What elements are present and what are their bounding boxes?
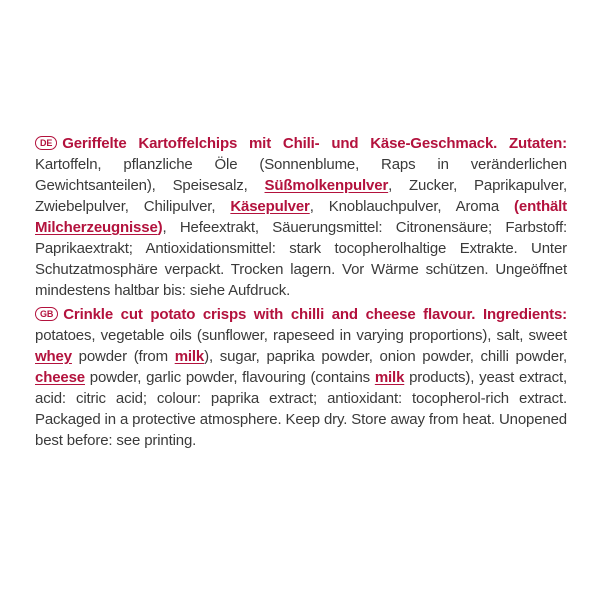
german-text-part: , Hefeextrakt, Säuerungsmittel: Citronensäure; Farbstoff: Paprikaextrakt; Antioxidationsmittel: stark tocopherolhaltige Extrakte. Unter Schutzatmosphäre verpackt. Trocken lagern. Vor Wärme schützen. Ungeöffnet mindestens haltbar bis: siehe Aufdruck. — [35, 219, 567, 299]
allergen-cheese: cheese — [35, 369, 85, 386]
german-text-part: , Zucker, Paprikapulver, Zwiebelpulver, Chilipulver, — [35, 177, 567, 215]
de-language-badge: DE — [35, 136, 57, 150]
german-bold-note: (enthält — [514, 198, 568, 215]
german-text-part: Kartoffeln, pflanzliche Öle (Sonnenblume, Raps in veränderlichen Gewichtsanteilen), Speisesalz, — [35, 156, 567, 194]
english-section — [35, 304, 567, 451]
german-product-title: Geriffelte Kartoffelchips mit Chili- und Käse-Geschmack. Zutaten: — [62, 135, 567, 152]
english-text-part: powder (from — [71, 348, 175, 365]
english-product-title: Crinkle cut potato crisps with chilli and cheese flavour. Ingredients: — [63, 306, 567, 323]
german-section — [35, 133, 567, 301]
english-text-part: powder, garlic powder, flavouring (contains — [84, 369, 375, 386]
ingredient-label — [35, 133, 567, 451]
german-text-part: , Knoblauchpulver, Aroma — [309, 198, 515, 215]
allergen-milk: milk — [374, 369, 405, 386]
allergen-sweet-whey-powder: Süßmolkenpulver — [264, 177, 389, 194]
german-ingredients-text — [35, 133, 567, 301]
allergen-whey: whey — [35, 348, 72, 365]
allergen-milk-products: Milcherzeugnisse — [35, 219, 158, 236]
allergen-cheese-powder: Käsepulver — [230, 198, 310, 215]
allergen-milk: milk — [174, 348, 205, 365]
english-text-part: ), sugar, paprika powder, onion powder, chilli powder, — [204, 348, 567, 365]
gb-language-badge: GB — [35, 307, 58, 321]
german-bold-note: ) — [157, 219, 163, 236]
english-ingredients-text — [35, 304, 567, 451]
english-text-part: potatoes, vegetable oils (sunflower, rapeseed in varying proportions), salt, sweet — [35, 327, 567, 344]
english-text-part: products), yeast extract, acid: citric acid; colour: paprika extract; antioxidant: tocopherol-rich extract. Packaged in a protective atmosphere. Keep dry. Store away from heat. Unopened best before: see printing. — [35, 369, 567, 449]
